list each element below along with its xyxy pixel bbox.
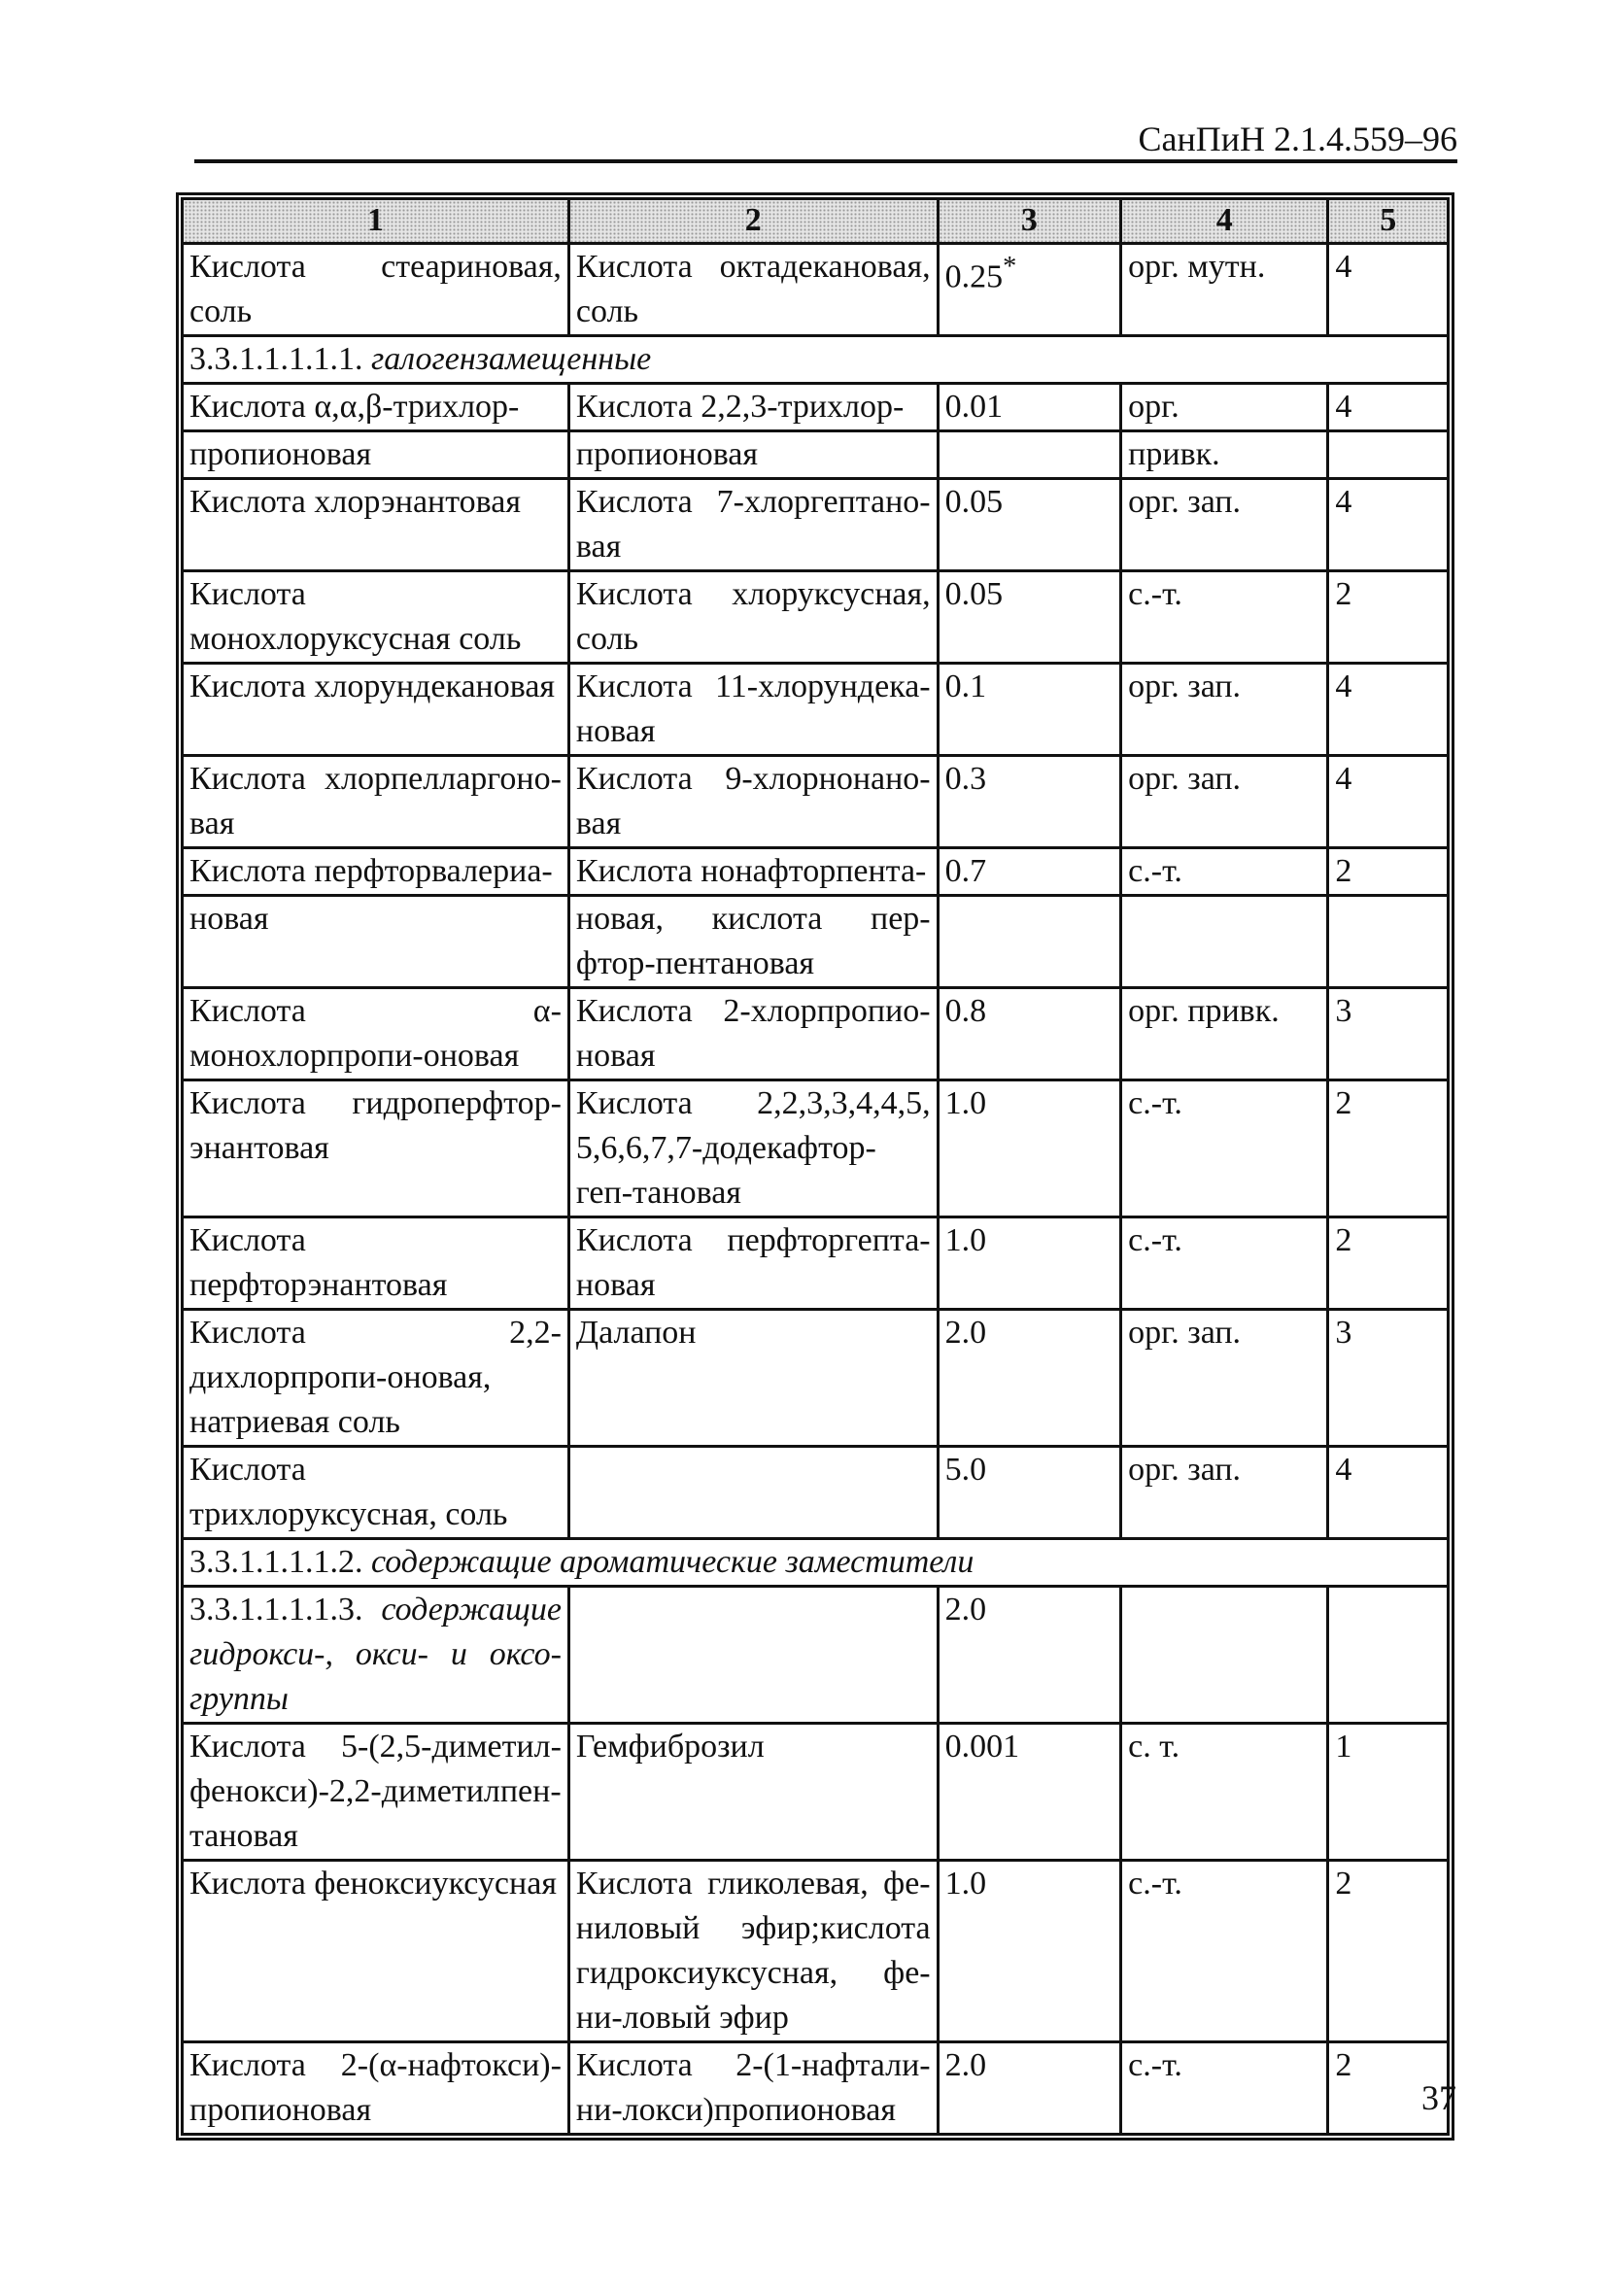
substance-synonym-cell: Кислота 9-хлорнонано-вая — [568, 756, 938, 848]
hazard-class-cell: 1 — [1328, 1724, 1449, 1861]
hazard-class-cell — [1328, 896, 1449, 988]
substance-synonym-cell: Кислота 11-хлорундека-новая — [568, 664, 938, 756]
substance-synonym-cell: Кислота гликолевая, фе-ниловый эфир;кислота гидроксиуксусная, фе- ни-ловый эфир — [568, 1861, 938, 2042]
substance-name-cell: Кислота α-монохлорпропи-оновая — [183, 988, 569, 1080]
limit-value-cell: 0.3 — [938, 756, 1121, 848]
hazard-class-cell: 4 — [1328, 1447, 1449, 1539]
substance-synonym-cell: Кислота 2,2,3,3,4,4,5, 5,6,6,7,7-додекафтор- геп-тановая — [568, 1080, 938, 1217]
hazard-indicator-cell: орг. привк. — [1121, 988, 1328, 1080]
column-header: 1 — [183, 199, 569, 244]
substance-synonym-cell: пропионовая — [568, 431, 938, 479]
substance-synonym-cell: Кислота 2-(1-нафтали- ни-локси)пропионовая — [568, 2042, 938, 2135]
table-header-row — [183, 199, 1449, 244]
table-row — [183, 1080, 1449, 1217]
substance-name-cell: Кислота трихлоруксусная, соль — [183, 1447, 569, 1539]
section-number: 3.3.1.1.1.1.3. — [189, 1592, 363, 1628]
hazard-class-cell: 4 — [1328, 479, 1449, 571]
limit-value-cell: 1.0 — [938, 1861, 1121, 2042]
hazard-indicator-cell: орг. зап. — [1121, 1310, 1328, 1447]
hazard-class-cell: 2 — [1328, 1217, 1449, 1310]
substance-name-cell: Кислота стеариновая, соль — [183, 244, 569, 336]
limit-value-cell: 0.001 — [938, 1724, 1121, 1861]
table-row — [183, 756, 1449, 848]
substance-name-cell: Кислота 2-(α-нафтокси)-пропионовая — [183, 2042, 569, 2135]
substance-synonym-cell: Гемфиброзил — [568, 1724, 938, 1861]
hazard-indicator-cell: орг. зап. — [1121, 479, 1328, 571]
limit-value-cell: 2.0 — [938, 1310, 1121, 1447]
hazard-class-cell: 2 — [1328, 848, 1449, 896]
page-number: 37 — [1421, 2078, 1456, 2117]
hazard-indicator-cell: с.-т. — [1121, 2042, 1328, 2135]
limit-value-cell: 5.0 — [938, 1447, 1121, 1539]
substance-name-cell: Кислота перфторвалериа- — [183, 848, 569, 896]
table-cell — [1328, 1587, 1449, 1724]
page-header — [194, 115, 1457, 163]
column-header: 3 — [938, 199, 1121, 244]
hazard-indicator-cell: с.-т. — [1121, 1217, 1328, 1310]
substance-synonym-cell: Кислота 2-хлорпропио-новая — [568, 988, 938, 1080]
table-row — [183, 2042, 1449, 2135]
section-row — [183, 1539, 1449, 1587]
substance-name-cell: Кислота перфторэнантовая — [183, 1217, 569, 1310]
substance-name-cell: Кислота гидроперфтор-энантовая — [183, 1080, 569, 1217]
section-number: 3.3.1.1.1.1.2. — [189, 1544, 363, 1580]
substance-name-cell: Кислота 5-(2,5-диметил-фенокси)-2,2-диметилпен-тановая — [183, 1724, 569, 1861]
limit-value-cell: 0.05 — [938, 571, 1121, 664]
substance-synonym-cell: Кислота 2,2,3-трихлор- — [568, 384, 938, 431]
limit-value-cell: 0.1 — [938, 664, 1121, 756]
table-cell — [568, 1587, 938, 1724]
footnote-mark: * — [1003, 252, 1017, 282]
hazard-indicator-cell: орг. зап. — [1121, 756, 1328, 848]
hazard-indicator-cell: с.-т. — [1121, 848, 1328, 896]
substance-synonym-cell: новая, кислота пер- фтор-пентановая — [568, 896, 938, 988]
hazard-indicator-cell — [1121, 896, 1328, 988]
table-row — [183, 384, 1449, 431]
hazard-indicator-cell: орг. — [1121, 384, 1328, 431]
substance-synonym-cell: Далапон — [568, 1310, 938, 1447]
substance-name-cell: новая — [183, 896, 569, 988]
substance-name-cell: Кислота хлорэнантовая — [183, 479, 569, 571]
hazard-class-cell: 4 — [1328, 664, 1449, 756]
substance-name-cell: пропионовая — [183, 431, 569, 479]
table-row — [183, 1310, 1449, 1447]
hazard-indicator-cell: с. т. — [1121, 1724, 1328, 1861]
hazard-class-cell: 4 — [1328, 756, 1449, 848]
hazard-indicator-cell: орг. зап. — [1121, 664, 1328, 756]
document-code: СанПиН 2.1.4.559–96 — [1138, 120, 1457, 158]
hazard-indicator-cell: привк. — [1121, 431, 1328, 479]
hazard-class-cell — [1328, 431, 1449, 479]
table-frame — [176, 192, 1454, 2141]
substance-name-cell: Кислота монохлоруксусная соль — [183, 571, 569, 664]
limit-value-cell — [938, 244, 1121, 336]
limit-value-cell — [938, 896, 1121, 988]
section-title: галогензамещенные — [371, 341, 652, 377]
subsection-heading-cell — [183, 1587, 569, 1724]
hazard-indicator-cell: орг. мутн. — [1121, 244, 1328, 336]
table-body — [183, 199, 1449, 2135]
table-row — [183, 1724, 1449, 1861]
table-row — [183, 1217, 1449, 1310]
hazard-indicator-cell: с.-т. — [1121, 1861, 1328, 2042]
section-heading-cell — [183, 1539, 1449, 1587]
hazard-class-cell: 2 — [1328, 571, 1449, 664]
subsection-row — [183, 1587, 1449, 1724]
limit-value: 0.25 — [944, 258, 1004, 295]
hazard-class-cell: 4 — [1328, 384, 1449, 431]
table-row — [183, 1861, 1449, 2042]
limit-value-cell: 0.7 — [938, 848, 1121, 896]
table-row — [183, 896, 1449, 988]
hazard-class-cell: 2 — [1328, 1861, 1449, 2042]
table-cell: 2.0 — [938, 1587, 1121, 1724]
limit-value-cell: 1.0 — [938, 1080, 1121, 1217]
table-row — [183, 988, 1449, 1080]
section-title: содержащие гидрокси-, окси- и оксо-группы — [189, 1592, 562, 1717]
section-title: содержащие ароматические заместители — [371, 1544, 974, 1580]
hazard-class-cell: 2 — [1328, 2042, 1449, 2135]
table-row — [183, 479, 1449, 571]
substance-synonym-cell: Кислота хлоруксусная, соль — [568, 571, 938, 664]
column-header: 2 — [568, 199, 938, 244]
limit-value-cell — [938, 431, 1121, 479]
table-cell — [1121, 1587, 1328, 1724]
table-row — [183, 571, 1449, 664]
substance-synonym-cell: Кислота 7-хлоргептано-вая — [568, 479, 938, 571]
table-row — [183, 664, 1449, 756]
table-row — [183, 431, 1449, 479]
hazard-indicator-cell: с.-т. — [1121, 571, 1328, 664]
section-heading-cell — [183, 336, 1449, 384]
limit-value-cell: 0.01 — [938, 384, 1121, 431]
column-header: 5 — [1328, 199, 1449, 244]
section-row — [183, 336, 1449, 384]
hazard-class-cell: 2 — [1328, 1080, 1449, 1217]
substance-synonym-cell — [568, 1447, 938, 1539]
limit-value-cell: 0.8 — [938, 988, 1121, 1080]
hazard-class-cell: 3 — [1328, 988, 1449, 1080]
table-row — [183, 1447, 1449, 1539]
substance-name-cell: Кислота хлорпелларгоно-вая — [183, 756, 569, 848]
standards-table — [181, 197, 1450, 2136]
section-number: 3.3.1.1.1.1.1. — [189, 341, 363, 377]
hazard-indicator-cell: орг. зап. — [1121, 1447, 1328, 1539]
table-row — [183, 848, 1449, 896]
substance-synonym-cell: Кислота октадекановая, соль — [568, 244, 938, 336]
substance-name-cell: Кислота 2,2-дихлорпропи-оновая, натриевая соль — [183, 1310, 569, 1447]
substance-name-cell: Кислота феноксиуксусная — [183, 1861, 569, 2042]
limit-value-cell: 0.05 — [938, 479, 1121, 571]
table-row — [183, 244, 1449, 336]
hazard-class-cell: 3 — [1328, 1310, 1449, 1447]
limit-value-cell: 1.0 — [938, 1217, 1121, 1310]
substance-synonym-cell: Кислота нонафторпента- — [568, 848, 938, 896]
limit-value-cell: 2.0 — [938, 2042, 1121, 2135]
substance-name-cell: Кислота хлорундекановая — [183, 664, 569, 756]
substance-name-cell: Кислота α,α,β-трихлор- — [183, 384, 569, 431]
substance-synonym-cell: Кислота перфторгепта-новая — [568, 1217, 938, 1310]
column-header: 4 — [1121, 199, 1328, 244]
hazard-indicator-cell: с.-т. — [1121, 1080, 1328, 1217]
hazard-class-cell: 4 — [1328, 244, 1449, 336]
